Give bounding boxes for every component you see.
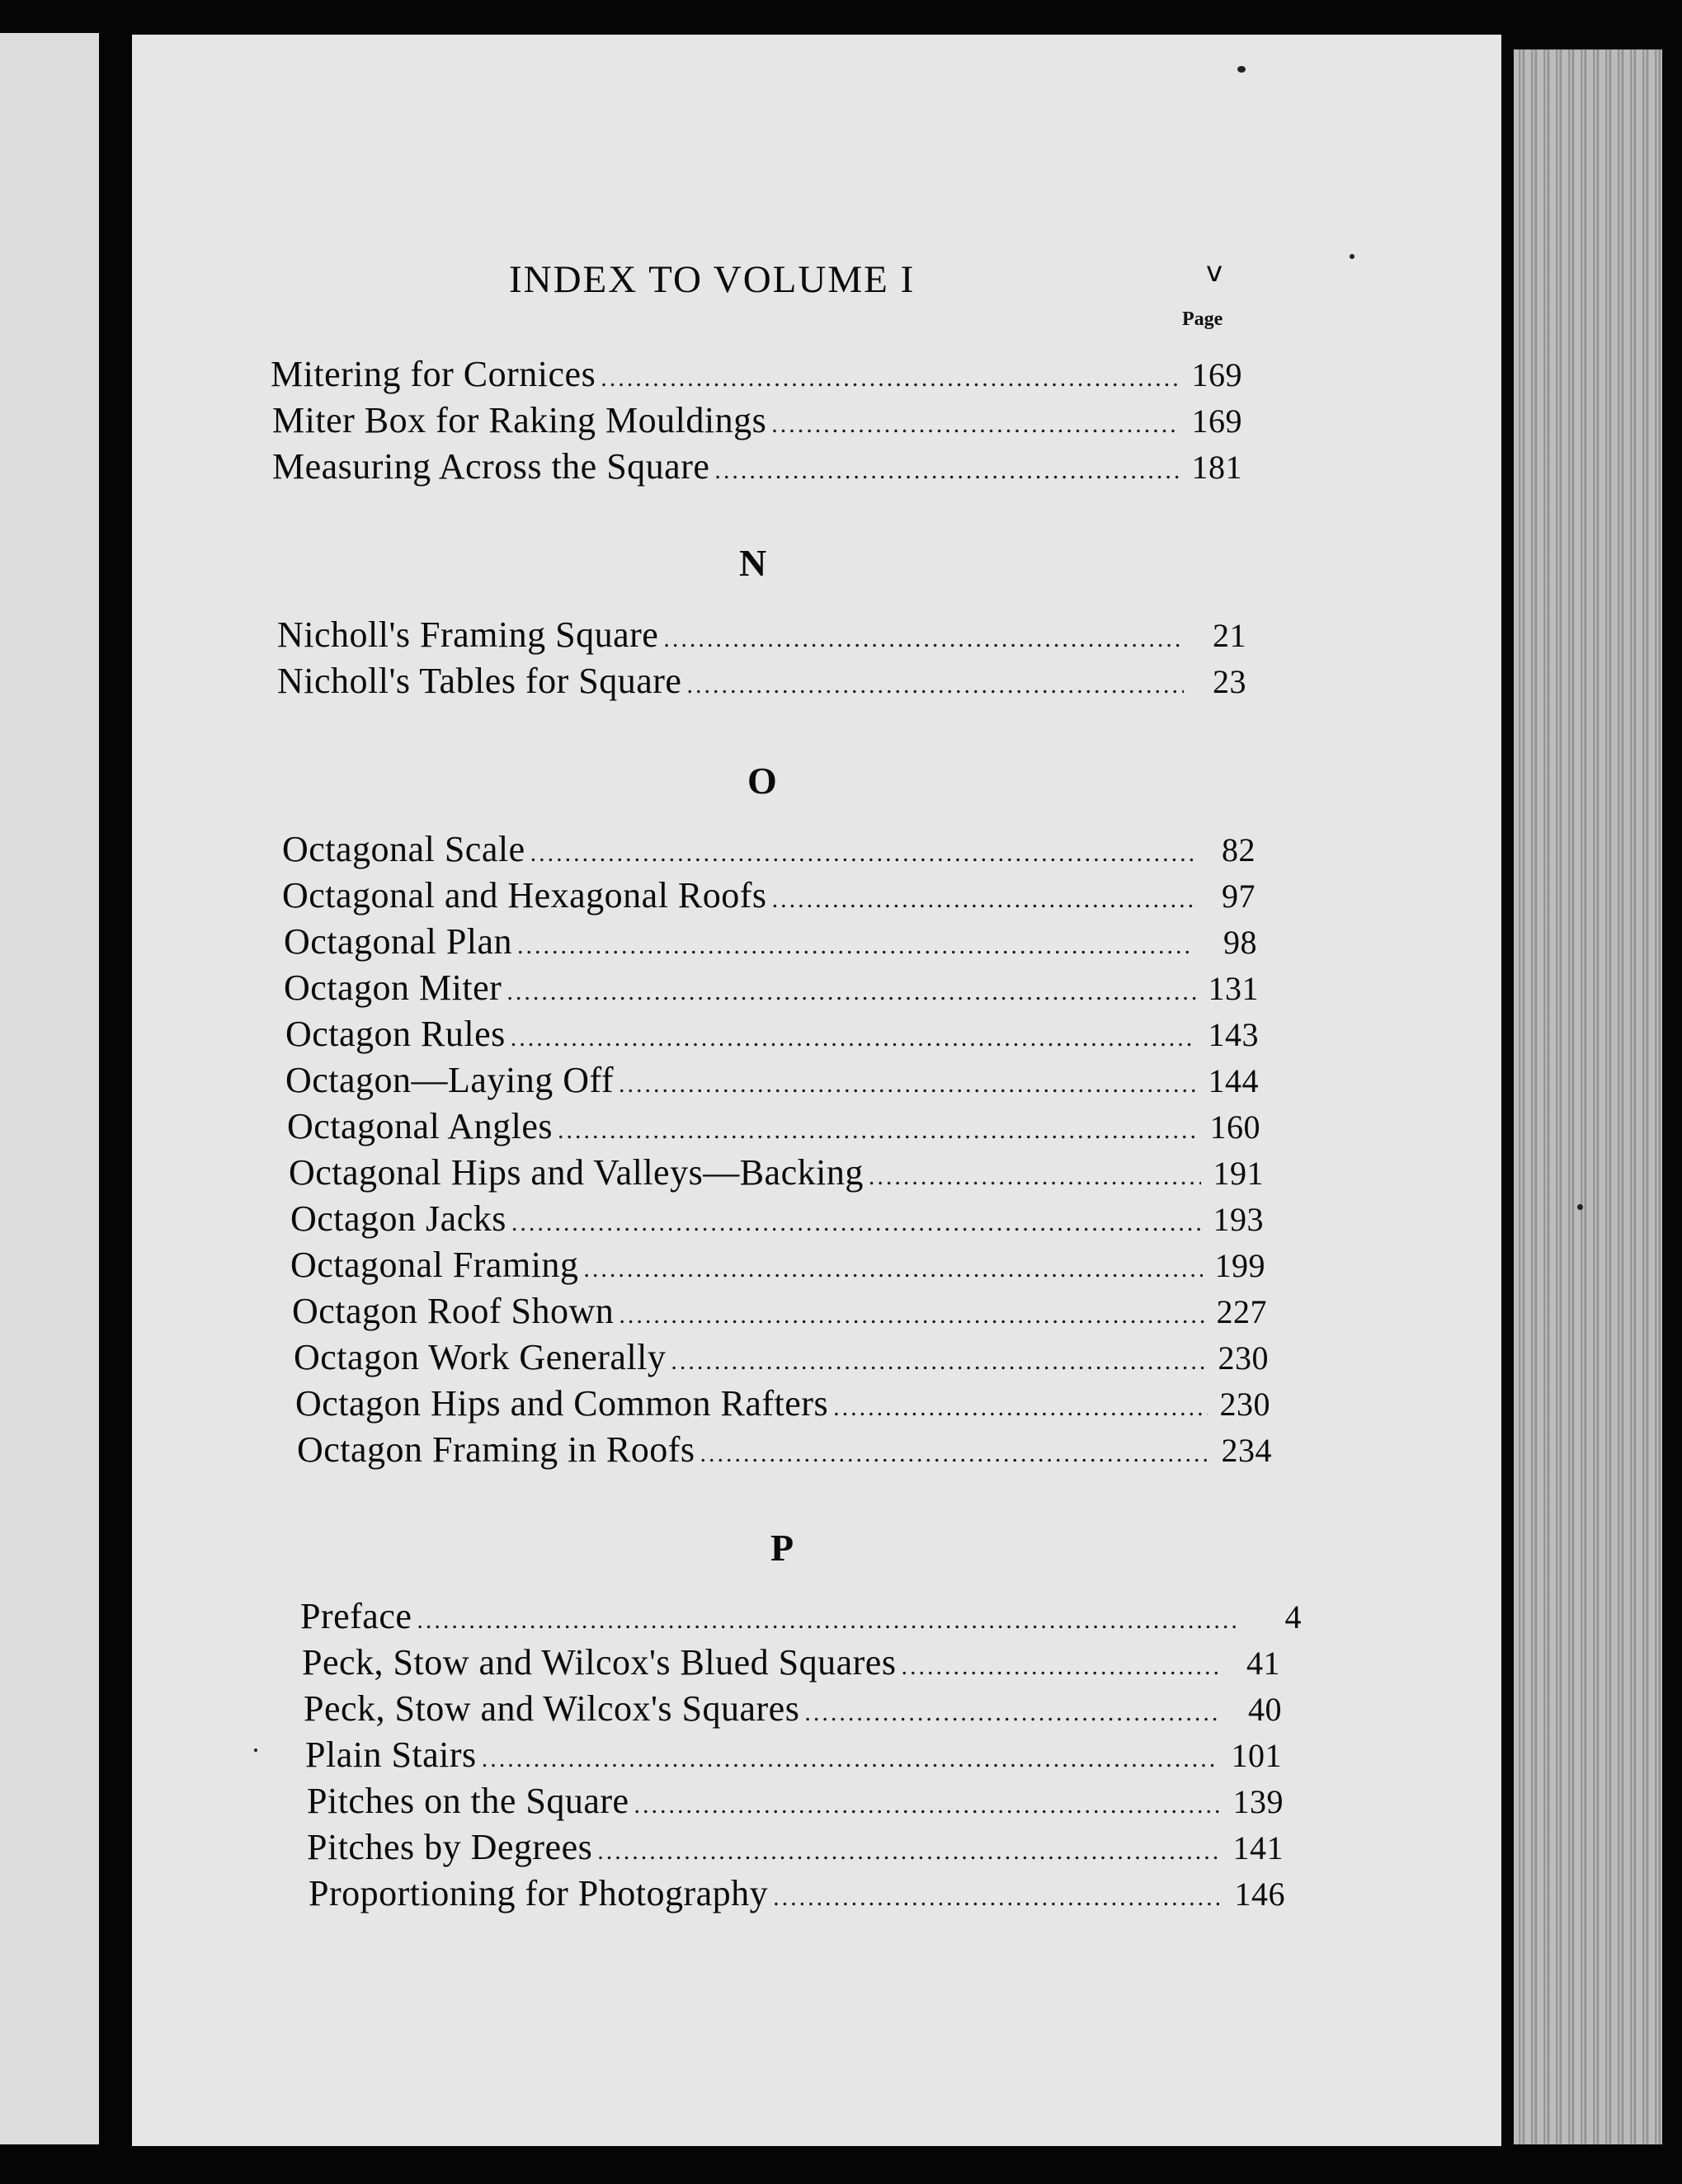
- entry-page: 141: [1232, 1829, 1284, 1866]
- entry-page: 169: [1191, 356, 1242, 393]
- entry-label: Octagon Framing in Roofs: [297, 1429, 695, 1470]
- leader-dots: [773, 1884, 1223, 1912]
- leader-dots: [671, 1348, 1206, 1376]
- leader-dots: [601, 365, 1180, 393]
- index-entry: [285, 1013, 1259, 1055]
- entry-page: 82: [1222, 831, 1256, 868]
- index-entry: [294, 1336, 1269, 1378]
- index-entry: [285, 1059, 1259, 1101]
- leader-dots: [482, 1745, 1219, 1773]
- entry-page: 23: [1213, 663, 1246, 700]
- index-entry: [272, 445, 1242, 487]
- entry-label: Octagonal Hips and Valleys—Backing: [289, 1152, 864, 1193]
- leader-dots: [517, 932, 1194, 960]
- entry-page: 143: [1208, 1016, 1259, 1053]
- entry-page: 169: [1191, 402, 1242, 440]
- leader-dots: [869, 1163, 1201, 1191]
- entry-page: 160: [1209, 1108, 1260, 1146]
- entry-page: 230: [1218, 1339, 1269, 1377]
- index-entry: [277, 614, 1246, 656]
- entry-label: Octagon Roof Shown: [292, 1291, 615, 1331]
- entry-label: Octagonal and Hexagonal Roofs: [282, 875, 767, 915]
- leader-dots: [597, 1838, 1221, 1866]
- entry-label: Preface: [300, 1596, 412, 1636]
- leader-dots: [663, 625, 1184, 653]
- section-letter-p: P: [770, 1527, 794, 1569]
- entry-label: Miter Box for Raking Mouldings: [272, 400, 767, 440]
- entry-label: Octagon—Laying Off: [285, 1060, 614, 1100]
- entry-page: 181: [1191, 449, 1242, 486]
- entry-page: 144: [1208, 1062, 1259, 1099]
- leader-dots: [417, 1607, 1239, 1635]
- leader-dots: [506, 978, 1196, 1006]
- leader-dots: [511, 1209, 1201, 1237]
- entry-page: 40: [1248, 1691, 1282, 1728]
- index-entry: [277, 660, 1246, 702]
- index-entry: [302, 1641, 1280, 1683]
- entry-page: 227: [1216, 1293, 1267, 1330]
- leader-dots: [558, 1117, 1198, 1145]
- leader-dots: [901, 1653, 1218, 1681]
- index-entry: [284, 967, 1259, 1009]
- index-entry: [272, 399, 1242, 441]
- index-entry: [271, 353, 1242, 395]
- leader-dots: [772, 886, 1193, 914]
- entry-label: Octagonal Framing: [290, 1245, 579, 1285]
- index-entry: [307, 1826, 1284, 1868]
- entry-page: 191: [1213, 1155, 1264, 1192]
- entry-page: 146: [1234, 1876, 1285, 1913]
- entry-label: Octagon Jacks: [290, 1198, 506, 1239]
- index-entry: [292, 1290, 1267, 1332]
- index-entry: [287, 1105, 1260, 1147]
- entry-page: 101: [1231, 1737, 1282, 1774]
- leader-dots: [511, 1024, 1196, 1052]
- entry-label: Measuring Across the Square: [272, 446, 710, 487]
- leader-dots: [833, 1394, 1208, 1422]
- entry-label: Peck, Stow and Wilcox's Blued Squares: [302, 1642, 897, 1683]
- entry-label: Nicholl's Tables for Square: [277, 661, 682, 701]
- entry-label: Octagon Miter: [284, 967, 502, 1008]
- entry-label: Octagon Work Generally: [294, 1337, 667, 1377]
- leader-dots: [686, 671, 1184, 699]
- entry-page: 97: [1222, 878, 1256, 915]
- entry-page: 41: [1246, 1645, 1280, 1682]
- entry-label: Proportioning for Photography: [309, 1873, 769, 1913]
- entry-label: Nicholl's Framing Square: [277, 614, 659, 655]
- page-title: INDEX TO VOLUME I: [509, 258, 916, 301]
- section-letter-n: N: [739, 542, 767, 584]
- entry-label: Octagon Rules: [285, 1014, 506, 1054]
- entry-page: 98: [1223, 924, 1257, 961]
- entry-label: Octagon Hips and Common Rafters: [295, 1383, 829, 1424]
- entry-page: 199: [1214, 1247, 1265, 1284]
- entry-page: 139: [1232, 1783, 1284, 1820]
- entry-page: 4: [1284, 1598, 1302, 1636]
- entry-label: Mitering for Cornices: [271, 354, 596, 394]
- scan-speck: [1237, 66, 1246, 73]
- index-entry: [307, 1780, 1284, 1822]
- entry-label: Octagonal Plan: [284, 921, 513, 962]
- index-entry: [300, 1595, 1302, 1637]
- index-entry: [282, 828, 1256, 870]
- leader-dots: [619, 1071, 1196, 1099]
- index-entry: [297, 1429, 1272, 1471]
- index-entry: [284, 920, 1257, 963]
- entry-page: 131: [1208, 970, 1259, 1007]
- entry-label: Octagonal Scale: [282, 829, 525, 869]
- entry-label: Octagonal Angles: [287, 1106, 554, 1146]
- leader-dots: [804, 1699, 1219, 1727]
- index-entry: [305, 1734, 1282, 1776]
- leader-dots: [634, 1791, 1221, 1819]
- entry-page: 21: [1213, 617, 1246, 654]
- index-entry: [282, 874, 1256, 916]
- leader-dots: [530, 840, 1193, 868]
- page-edges: [1514, 49, 1662, 2144]
- index-entry: [290, 1198, 1264, 1240]
- entry-label: Pitches by Degrees: [307, 1827, 593, 1867]
- index-entry: [304, 1687, 1282, 1730]
- leader-dots: [771, 411, 1180, 439]
- entry-page: 234: [1221, 1432, 1272, 1469]
- scan-speck: [1350, 254, 1355, 259]
- leader-dots: [583, 1255, 1203, 1283]
- page-number-mark: v: [1206, 256, 1223, 289]
- leader-dots: [700, 1440, 1209, 1468]
- index-entry: [309, 1872, 1285, 1914]
- entry-label: Plain Stairs: [305, 1734, 477, 1775]
- left-page-edge: [0, 33, 99, 2144]
- index-entry: [290, 1244, 1265, 1286]
- entry-label: Pitches on the Square: [307, 1781, 629, 1821]
- index-entry: [295, 1382, 1270, 1424]
- leader-dots: [714, 457, 1180, 485]
- section-letter-o: O: [747, 760, 777, 802]
- scan-speck: [254, 1749, 257, 1752]
- entry-page: 230: [1219, 1386, 1270, 1423]
- index-entry: [289, 1151, 1264, 1193]
- scan-speck: [1577, 1204, 1583, 1210]
- entry-label: Peck, Stow and Wilcox's Squares: [304, 1688, 800, 1729]
- page-column-label: Page: [1182, 308, 1223, 330]
- leader-dots: [619, 1301, 1204, 1330]
- entry-page: 193: [1213, 1201, 1264, 1238]
